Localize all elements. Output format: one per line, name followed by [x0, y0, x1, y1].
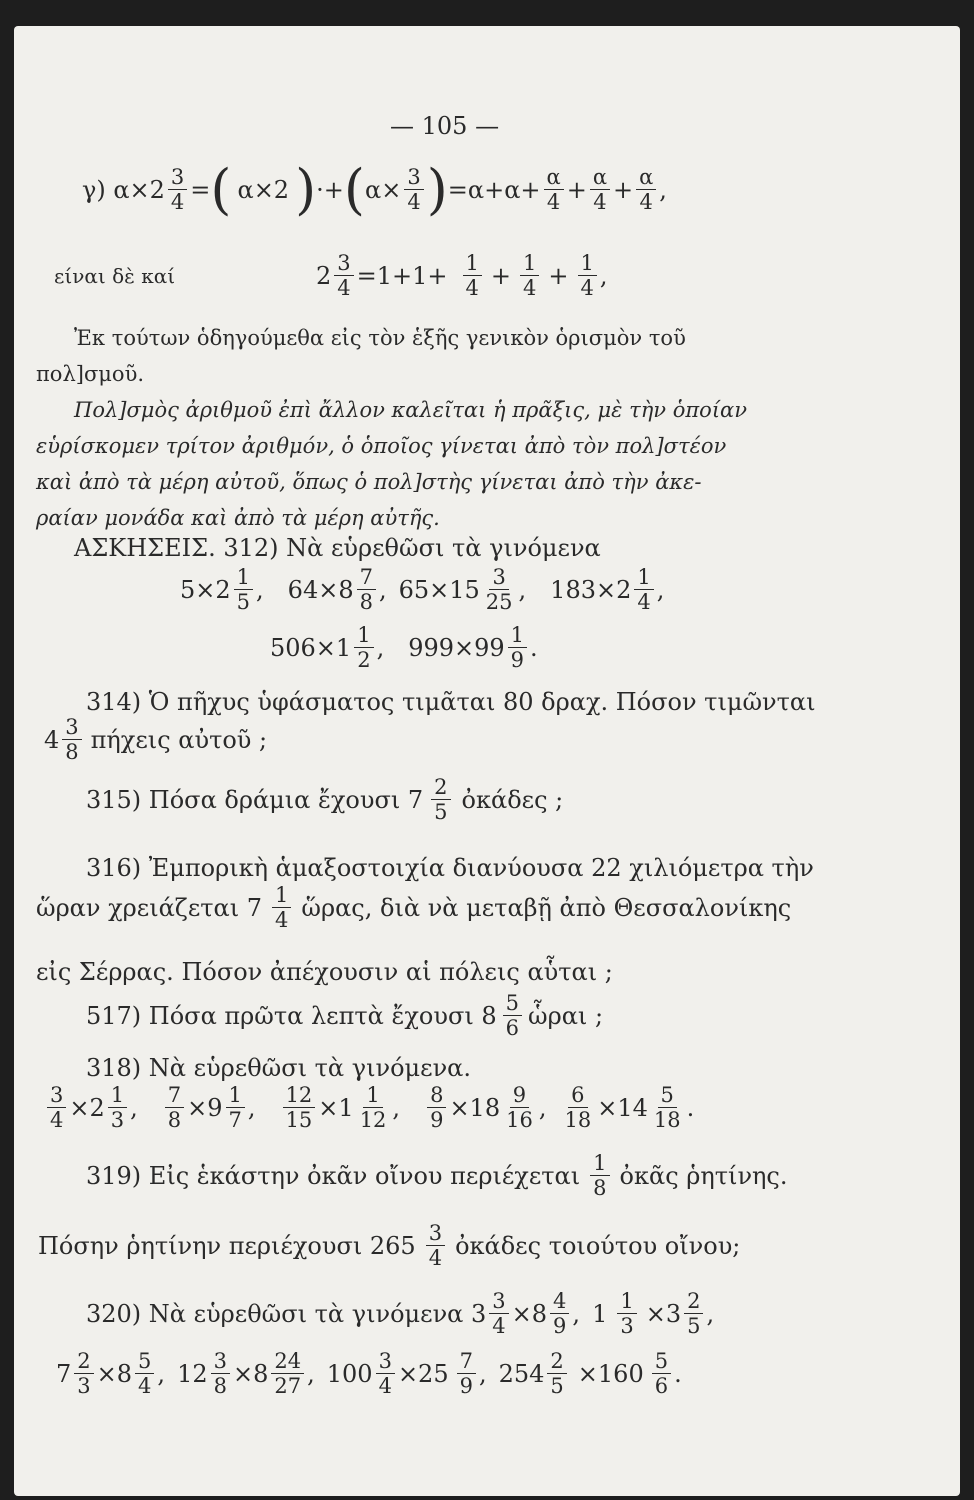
fraction: 7 8: [357, 566, 376, 613]
term: 999×99: [408, 633, 505, 662]
fraction: 1 4: [272, 884, 291, 931]
fraction: $\frac{\alpha}{4}$: [544, 166, 564, 213]
operator: +: [548, 261, 569, 290]
term: 319) Εἰς ἑκάστην ὀκᾶν οἴνου περιέχεται: [86, 1161, 581, 1190]
fraction: 1 3: [108, 1084, 127, 1131]
definition-line-2: εὑρίσκομεν τρίτον ἀριθμόν, ὁ ὁποῖος γίνεται ἀπὸ τὸν πολ]στέον: [36, 434, 727, 458]
term: ×25: [397, 1359, 449, 1388]
term: 64×8: [287, 575, 354, 604]
fraction: $\frac{6}{18}$: [564, 1083, 592, 1133]
fraction: $\frac{3}{4}$: [47, 1084, 66, 1131]
fraction: 5 6: [652, 1350, 671, 1397]
punct: ,: [376, 633, 385, 662]
punct: ,: [599, 261, 608, 290]
mixed-whole: 100: [326, 1359, 373, 1388]
fraction: $\frac{1}{3}$: [617, 1290, 636, 1337]
term: Πόσην ῥητίνην περιέχουσι 265: [38, 1231, 416, 1260]
exercise-316-line-1: 316) Ἐμπορικὴ ἁμαξοστοιχία διανύουσα 22 χιλιόμετρα τὴν: [86, 854, 814, 882]
punct: ,: [307, 1359, 315, 1388]
fraction: 3 25: [485, 565, 513, 615]
equation-ones: [54, 252, 608, 299]
exercise-317: [86, 992, 603, 1039]
fraction: $\frac{3}{8}$: [211, 1350, 230, 1397]
fraction: 7 9: [457, 1350, 476, 1397]
term: ×18: [449, 1093, 501, 1122]
term: ὧραι ;: [528, 1001, 604, 1030]
term: 320) Νὰ εὑρεθῶσι τὰ γινόμενα 3: [86, 1299, 487, 1328]
fraction: 24 27: [271, 1350, 304, 1397]
exercise-316-line-3: εἰς Σέρρας. Πόσον ἀπέχουσιν αἱ πόλεις αὗται ;: [36, 958, 613, 986]
paren-close: ): [295, 157, 317, 221]
book-page: [14, 26, 960, 1496]
exercise-320-title: [86, 1290, 714, 1337]
paren-close: ): [426, 157, 448, 221]
fraction: $\frac{1}{4}$: [520, 252, 539, 299]
exercise-314-line-1: 314) Ὁ πῆχυς ὑφάσματος τιμᾶται 80 δραχ. Πόσον τιμῶνται: [86, 688, 816, 716]
exercise-316-line-2: [36, 884, 791, 931]
exercise-312-title: ΑΣΚΗΣΕΙΣ. 312) Νὰ εὑρεθῶσι τὰ γινόμενα: [74, 534, 601, 562]
term: 5×2: [180, 575, 231, 604]
definition-line-4: ραίαν μονάδα καὶ ἀπὸ τὰ μέρη αὐτῆς.: [36, 506, 440, 530]
fraction: 2 5: [684, 1290, 703, 1337]
exercise-320-row: [56, 1350, 682, 1397]
paren-open: (: [210, 157, 232, 221]
punct: ,: [247, 1093, 256, 1122]
punct: ,: [659, 175, 667, 204]
mixed-whole: 254: [498, 1359, 545, 1388]
mixed-whole: 12: [177, 1359, 208, 1388]
punct: .: [530, 633, 538, 662]
fraction: 1 12: [359, 1083, 387, 1133]
fraction: 5 4: [135, 1350, 154, 1397]
operator: +: [566, 175, 587, 204]
fraction: $\frac{7}{8}$: [165, 1084, 184, 1131]
term: ×8: [232, 1359, 269, 1388]
exercise-318-title: 318) Νὰ εὑρεθῶσι τὰ γινόμενα.: [86, 1054, 472, 1082]
term: ὥραν χρειάζεται 7: [36, 893, 263, 922]
fraction: 3 8: [62, 716, 81, 763]
fraction: 3 4: [426, 1222, 445, 1269]
fraction: 5 18: [653, 1083, 681, 1133]
mixed-whole: 4: [44, 725, 60, 754]
term: ×8: [96, 1359, 133, 1388]
punct: .: [674, 1359, 682, 1388]
definition-line-3: καὶ ἀπὸ τὰ μέρη αὐτοῦ, ὅπως ὁ πολ]στὴς γίνεται ἀπὸ τὴν ἀκε-: [36, 470, 702, 494]
punct: ,: [378, 575, 387, 604]
fraction: $\frac{1}{4}$: [578, 252, 597, 299]
term: ×8: [511, 1299, 548, 1328]
fraction: $\frac{3}{4}$: [334, 252, 353, 299]
punct: ,: [656, 575, 665, 604]
term: πήχεις αὐτοῦ ;: [90, 725, 268, 754]
punct: ,: [392, 1093, 401, 1122]
fraction: $\frac{2}{5}$: [547, 1350, 566, 1397]
punct: ,: [538, 1093, 547, 1122]
fraction: 1 5: [234, 566, 253, 613]
mixed-whole: 7: [56, 1359, 72, 1388]
fraction: 1 4: [634, 566, 653, 613]
punct: ,: [706, 1299, 715, 1328]
exercise-319-line-2: [38, 1222, 740, 1269]
fraction: 9 16: [506, 1083, 533, 1133]
term: 65×15: [398, 575, 480, 604]
fraction: $\frac{12}{15}$: [283, 1084, 316, 1131]
punct: ,: [256, 575, 264, 604]
exercise-312-row-1: [180, 566, 664, 613]
fraction: 1 2: [354, 624, 373, 671]
fraction: $\frac{2}{3}$: [74, 1350, 93, 1397]
operator: ·+: [316, 175, 344, 204]
term: ×9: [187, 1093, 223, 1122]
fraction: $\frac{\alpha}{4}$: [590, 166, 610, 213]
term: ×14: [597, 1093, 648, 1122]
term: α×2: [237, 175, 290, 204]
paren-open: (: [343, 157, 365, 221]
intro-line-2: πολ]σμοῦ.: [36, 362, 145, 386]
fraction: 1 8: [590, 1152, 609, 1199]
intro-line-1: Ἐκ τούτων ὁδηγούμεθα εἰς τὸν ἑξῆς γενικὸν ὁρισμὸν τοῦ: [74, 326, 686, 350]
fraction: 1 9: [508, 624, 527, 671]
term: 315) Πόσα δράμια ἔχουσι 7: [86, 785, 424, 814]
term: ὀκᾶς ῥητίνης.: [619, 1161, 788, 1190]
term: =α+α+: [447, 175, 541, 204]
fraction: $\frac{3}{4}$: [489, 1290, 508, 1337]
term: ×3: [645, 1299, 682, 1328]
equals-sign: =: [190, 175, 211, 204]
exercise-315: [86, 776, 563, 823]
eq-gamma-label: γ) α×2: [82, 175, 165, 204]
mixed-whole: 1: [592, 1299, 608, 1328]
term: ×1: [318, 1093, 354, 1122]
term: α×: [364, 175, 402, 204]
fraction: $\frac{3}{4}$: [404, 166, 423, 213]
fraction: 5 6: [503, 992, 522, 1039]
fraction: $\frac{\alpha}{4}$: [636, 166, 656, 213]
fraction: $\frac{8}{9}$: [427, 1084, 446, 1131]
page-number: — 105 —: [390, 112, 500, 140]
mixed-whole: 2: [316, 261, 332, 290]
term: ×160: [577, 1359, 644, 1388]
punct: ,: [157, 1359, 166, 1388]
term: =1+1+: [356, 261, 448, 290]
punct: ,: [478, 1359, 487, 1388]
exercise-319-line-1: [86, 1152, 788, 1199]
definition-line-1: Πολ]σμὸς ἀριθμοῦ ἐπὶ ἄλλον καλεῖται ἡ πρᾶξις, μὲ τὴν ὁποίαν: [74, 398, 747, 422]
term: 183×2: [550, 575, 632, 604]
fraction: 1 7: [226, 1084, 245, 1131]
punct: ,: [130, 1093, 138, 1122]
fraction: 1 4: [463, 252, 482, 299]
operator: +: [490, 261, 512, 290]
equation-gamma: [82, 157, 667, 221]
fraction: 4 9: [550, 1290, 569, 1337]
exercise-318-row: [44, 1084, 694, 1131]
fraction: $\frac{3}{4}$: [376, 1350, 395, 1397]
fraction: 2 5: [431, 776, 450, 823]
term: 506×1: [270, 633, 352, 662]
term: 517) Πόσα πρῶτα λεπτὰ ἔχουσι 8: [86, 1001, 497, 1030]
term: ὥρας, διὰ νὰ μεταβῇ ἀπὸ Θεσσαλονίκης: [301, 893, 792, 922]
fraction: $\frac{3}{4}$: [168, 166, 187, 213]
exercise-314-line-2: [44, 716, 267, 763]
operator: +: [613, 175, 634, 204]
eq-ones-prefix: είναι δὲ καί: [54, 263, 176, 288]
term: ×2: [69, 1093, 105, 1122]
term: ὀκάδες ;: [461, 785, 564, 814]
punct: .: [686, 1093, 695, 1122]
punct: ,: [518, 575, 527, 604]
term: ὀκάδες τοιούτου οἴνου;: [455, 1231, 741, 1260]
exercise-312-row-2: [270, 624, 538, 671]
punct: ,: [572, 1299, 581, 1328]
